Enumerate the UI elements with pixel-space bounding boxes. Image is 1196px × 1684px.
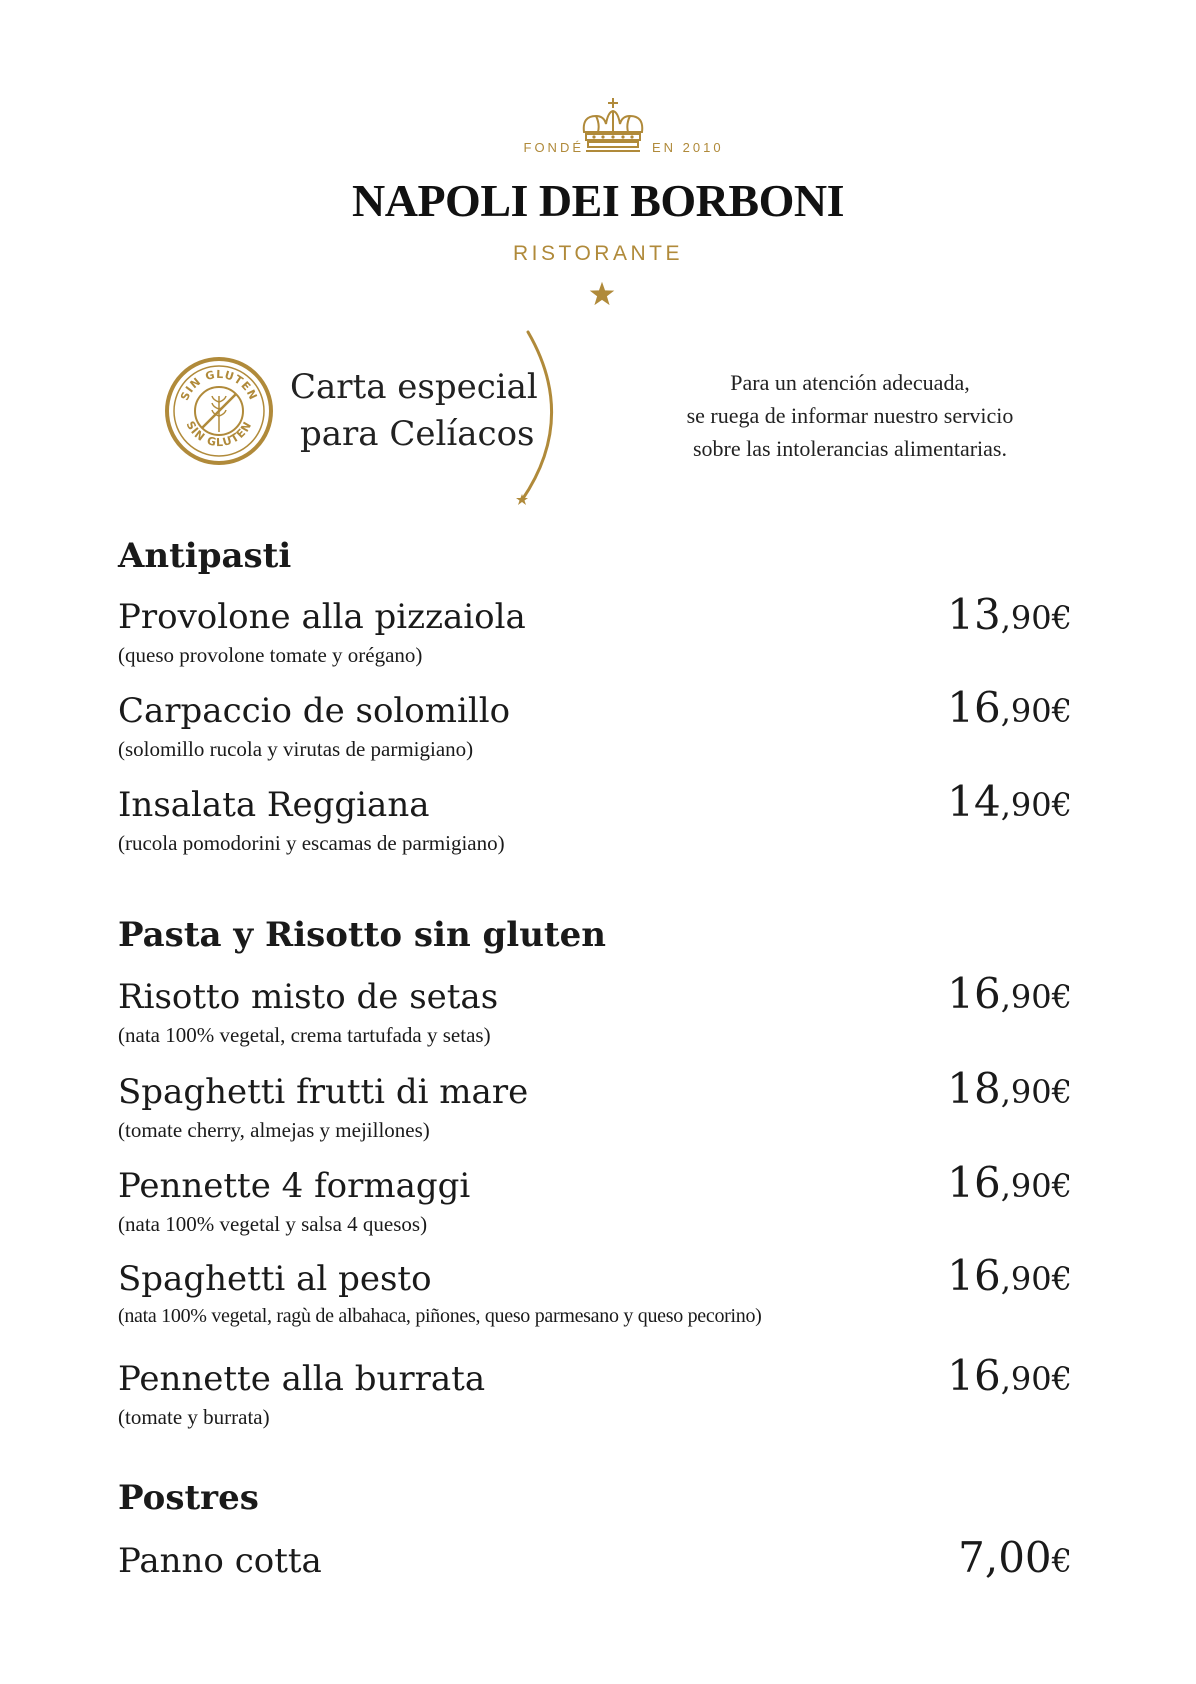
price-decimal: ,90€ [1000,786,1072,824]
crown-icon [574,96,652,158]
allergy-note-line3: sobre las intolerancias alimentarias. [693,436,1007,461]
dish-name: Panno cotta [118,1541,322,1581]
price-decimal: ,90€ [1000,1360,1072,1398]
dish-price [958,1533,1072,1582]
price-decimal: ,90€ [1000,1260,1072,1298]
dish-name: Provolone alla pizzaiola [118,597,526,637]
dish-name: Pennette alla burrata [118,1359,486,1399]
price-integer: 16 [947,1351,1001,1400]
price-decimal: ,90€ [1000,978,1072,1016]
dish-name: Insalata Reggiana [118,785,430,825]
section-title-postres: Postres [118,1478,259,1518]
founded-label-left: FONDÉ [523,140,584,155]
price-integer: 14 [947,777,1001,826]
dish-name: Spaghetti al pesto [118,1259,432,1299]
dish-description: (nata 100% vegetal, crema tartufada y setas) [118,1023,491,1047]
dish-price [947,1158,1072,1207]
dish-description: (tomate cherry, almejas y mejillones) [118,1118,430,1142]
special-menu-title-line2: para Celíacos [300,414,535,454]
price-decimal: ,90€ [1000,1073,1072,1111]
founded-label-right: EN 2010 [652,140,724,155]
dish-price [947,777,1072,826]
section-title-antipasti: Antipasti [118,536,292,576]
price-integer: 18 [947,1064,1001,1113]
price-integer: 16 [947,683,1001,732]
allergy-note-line1: Para un atención adecuada, [730,370,970,395]
dish-description: (queso provolone tomate y orégano) [118,643,423,667]
price-decimal: ,90€ [1000,599,1072,637]
dish-name: Pennette 4 formaggi [118,1166,471,1206]
dish-price [947,969,1072,1018]
dish-name: Spaghetti frutti di mare [118,1072,529,1112]
svg-text:SIN GLUTEN: SIN GLUTEN [178,367,260,403]
svg-text:SIN GLUTEN: SIN GLUTEN [183,418,255,450]
price-decimal: € [1051,1542,1072,1580]
allergy-note [620,366,1080,465]
price-integer: 7,00 [958,1533,1052,1582]
gluten-free-stamp-icon [164,356,274,466]
price-integer: 16 [947,1251,1001,1300]
dish-price [947,683,1072,732]
restaurant-subtitle: RISTORANTE [513,242,683,265]
price-decimal: ,90€ [1000,1167,1072,1205]
dish-description: (nata 100% vegetal, ragù de albahaca, piñones, queso parmesano y queso pecorino) [118,1305,762,1327]
price-integer: 13 [947,590,1001,639]
price-integer: 16 [947,1158,1001,1207]
star-icon [588,280,616,308]
dish-price [947,1251,1072,1300]
special-menu-title-line1: Carta especial [290,367,538,407]
restaurant-name: NAPOLI DEI BORBONI [352,175,844,226]
dish-description: (rucola pomodorini y escamas de parmigiano) [118,831,505,855]
dish-description: (tomate y burrata) [118,1405,270,1429]
dish-name: Carpaccio de solomillo [118,691,511,731]
price-decimal: ,90€ [1000,692,1072,730]
decorative-arc [508,328,568,508]
dish-description: (nata 100% vegetal y salsa 4 quesos) [118,1212,428,1236]
dish-price [947,590,1072,639]
section-title-pasta: Pasta y Risotto sin gluten [118,915,606,955]
allergy-note-line2: se ruega de informar nuestro servicio [686,403,1014,428]
dish-price [947,1064,1072,1113]
dish-name: Risotto misto de setas [118,977,499,1017]
dish-price [947,1351,1072,1400]
dish-description: (solomillo rucola y virutas de parmigiano) [118,737,474,761]
price-integer: 16 [947,969,1001,1018]
